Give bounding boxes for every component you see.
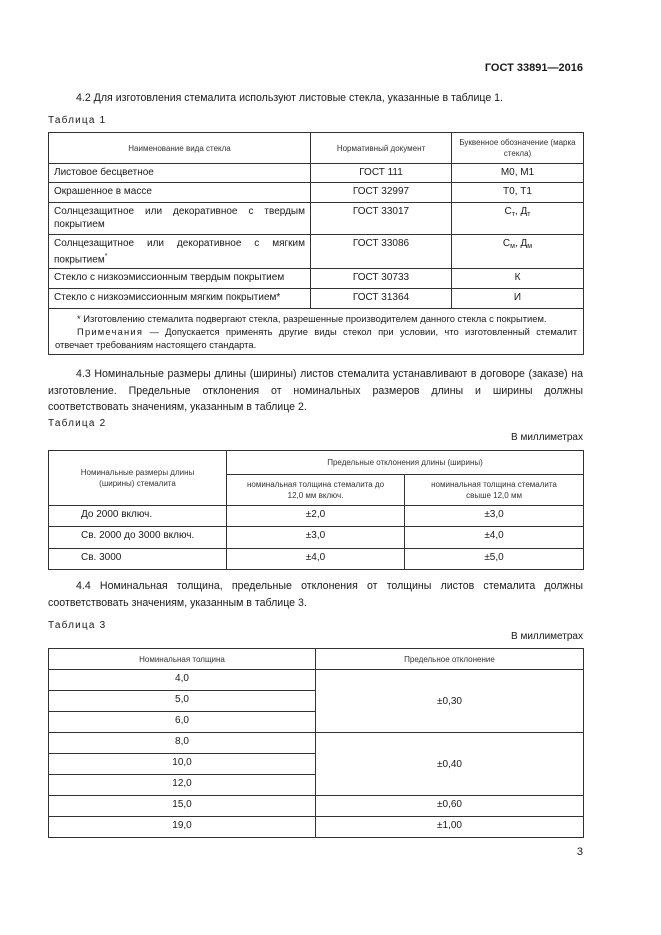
standard-doc: ГОСТ 30733: [311, 269, 452, 289]
document-header: ГОСТ 33891—2016: [484, 62, 583, 74]
column-header: Номинальная толщина: [49, 649, 316, 670]
thickness-value: 19,0: [49, 817, 316, 838]
standard-doc: ГОСТ 33017: [311, 203, 452, 235]
table-row: [49, 527, 584, 549]
table-1-caption: Таблица 1: [48, 115, 107, 126]
table-notes-row: [49, 309, 584, 355]
deviation-value: ±3,0: [405, 506, 584, 527]
table-note: Примечания — Допускается применять другие виды стекол при условии, что изготовленный стемалит отвечает требованиям настоящего стандарта.: [55, 326, 577, 351]
table-row: [49, 164, 584, 183]
table-2-caption: Таблица 2: [48, 418, 107, 429]
table-2: [48, 450, 584, 570]
standard-doc: ГОСТ 31364: [311, 289, 452, 309]
deviation-value: ±0,30: [316, 670, 584, 733]
table-row: [49, 235, 584, 269]
deviation-value: ±0,40: [316, 733, 584, 796]
thickness-value: 5,0: [49, 691, 316, 712]
table-2-units: В миллиметрах: [511, 432, 583, 443]
paragraph-4-2: 4.2 Для изготовления стемалита используют листовые стекла, указанные в таблице 1.: [76, 92, 503, 104]
size-range: Св. 2000 до 3000 включ.: [49, 527, 227, 549]
glass-type: Окрашенное в массе: [49, 183, 311, 203]
table-header-row: [49, 133, 584, 164]
column-header: Предельное отклонение: [316, 649, 584, 670]
deviation-value: ±5,0: [405, 549, 584, 570]
table-3: [48, 648, 584, 838]
column-header: Нормативный документ: [311, 133, 452, 164]
thickness-value: 15,0: [49, 796, 316, 817]
table-row: [49, 670, 584, 691]
table-row: [49, 549, 584, 570]
thickness-value: 8,0: [49, 733, 316, 754]
thickness-value: 12,0: [49, 775, 316, 796]
glass-code: $С_т$, $Д_т$: [452, 203, 584, 235]
column-header: Номинальные размеры длины (ширины) стемалита: [49, 451, 227, 506]
deviation-value: ±4,0: [405, 527, 584, 549]
glass-type: Листовое бесцветное: [49, 164, 311, 183]
glass-code: Т0, Т1: [452, 183, 584, 203]
glass-type: Солнцезащитное или декоративное с мягким покрытием*: [49, 235, 311, 269]
deviation-value: ±1,00: [316, 817, 584, 838]
page-number: 3: [576, 846, 583, 858]
table-header-row: [49, 649, 584, 670]
table-row: [49, 506, 584, 527]
column-subheader: номинальная толщина стемалита до 12,0 мм включ.: [227, 475, 405, 506]
size-range: До 2000 включ.: [49, 506, 227, 527]
table-3-caption: Таблица 3: [48, 620, 107, 631]
column-header: Буквенное обозначение (марка стекла): [452, 133, 584, 164]
standard-doc: ГОСТ 32997: [311, 183, 452, 203]
table-row: [49, 269, 584, 289]
thickness-value: 10,0: [49, 754, 316, 775]
standard-doc: ГОСТ 33086: [311, 235, 452, 269]
glass-code: М0, М1: [452, 164, 584, 183]
glass-type: Стекло с низкоэмиссионным твердым покрытием: [49, 269, 311, 289]
column-subheader: номинальная толщина стемалита свыше 12,0 мм: [405, 475, 584, 506]
table-row: [49, 203, 584, 235]
table-row: [49, 817, 584, 838]
glass-code: К: [452, 269, 584, 289]
glass-type: Стекло с низкоэмиссионным мягким покрытием*: [49, 289, 311, 309]
table-3-units: В миллиметрах: [511, 631, 583, 642]
table-row: [49, 183, 584, 203]
paragraph-4-3: 4.3 Номинальные размеры длины (ширины) листов стемалита устанавливают в договоре (заказе) на изготовление. Предельные отклонения от номинальных размеров длины и ширины должны соответствовать значениям, указанным в таблице 2.: [48, 368, 583, 413]
table-row: [49, 733, 584, 754]
deviation-value: ±4,0: [227, 549, 405, 570]
table-1: [48, 132, 584, 355]
column-header: Наименование вида стекла: [49, 133, 311, 164]
table-notes: [49, 309, 584, 355]
thickness-value: 4,0: [49, 670, 316, 691]
table-header-row: [49, 451, 584, 475]
deviation-value: ±0,60: [316, 796, 584, 817]
glass-code: И: [452, 289, 584, 309]
paragraph-4-4: 4.4 Номинальная толщина, предельные отклонения от толщины листов стемалита должны соответствовать значениям, указанным в таблице 3.: [48, 580, 583, 609]
thickness-value: 6,0: [49, 712, 316, 733]
glass-code: $С_м$, $Д_м$: [452, 235, 584, 269]
deviation-value: ±3,0: [227, 527, 405, 549]
size-range: Св. 3000: [49, 549, 227, 570]
standard-doc: ГОСТ 111: [311, 164, 452, 183]
column-header: Предельные отклонения длины (ширины): [227, 451, 584, 475]
table-row: [49, 289, 584, 309]
table-row: [49, 796, 584, 817]
glass-type: Солнцезащитное или декоративное с твердым покрытием: [49, 203, 311, 235]
deviation-value: ±2,0: [227, 506, 405, 527]
table-footnote: * Изготовлению стемалита подвергают стекла, разрешенные производителем данного стекла с покрытием.: [77, 313, 547, 325]
